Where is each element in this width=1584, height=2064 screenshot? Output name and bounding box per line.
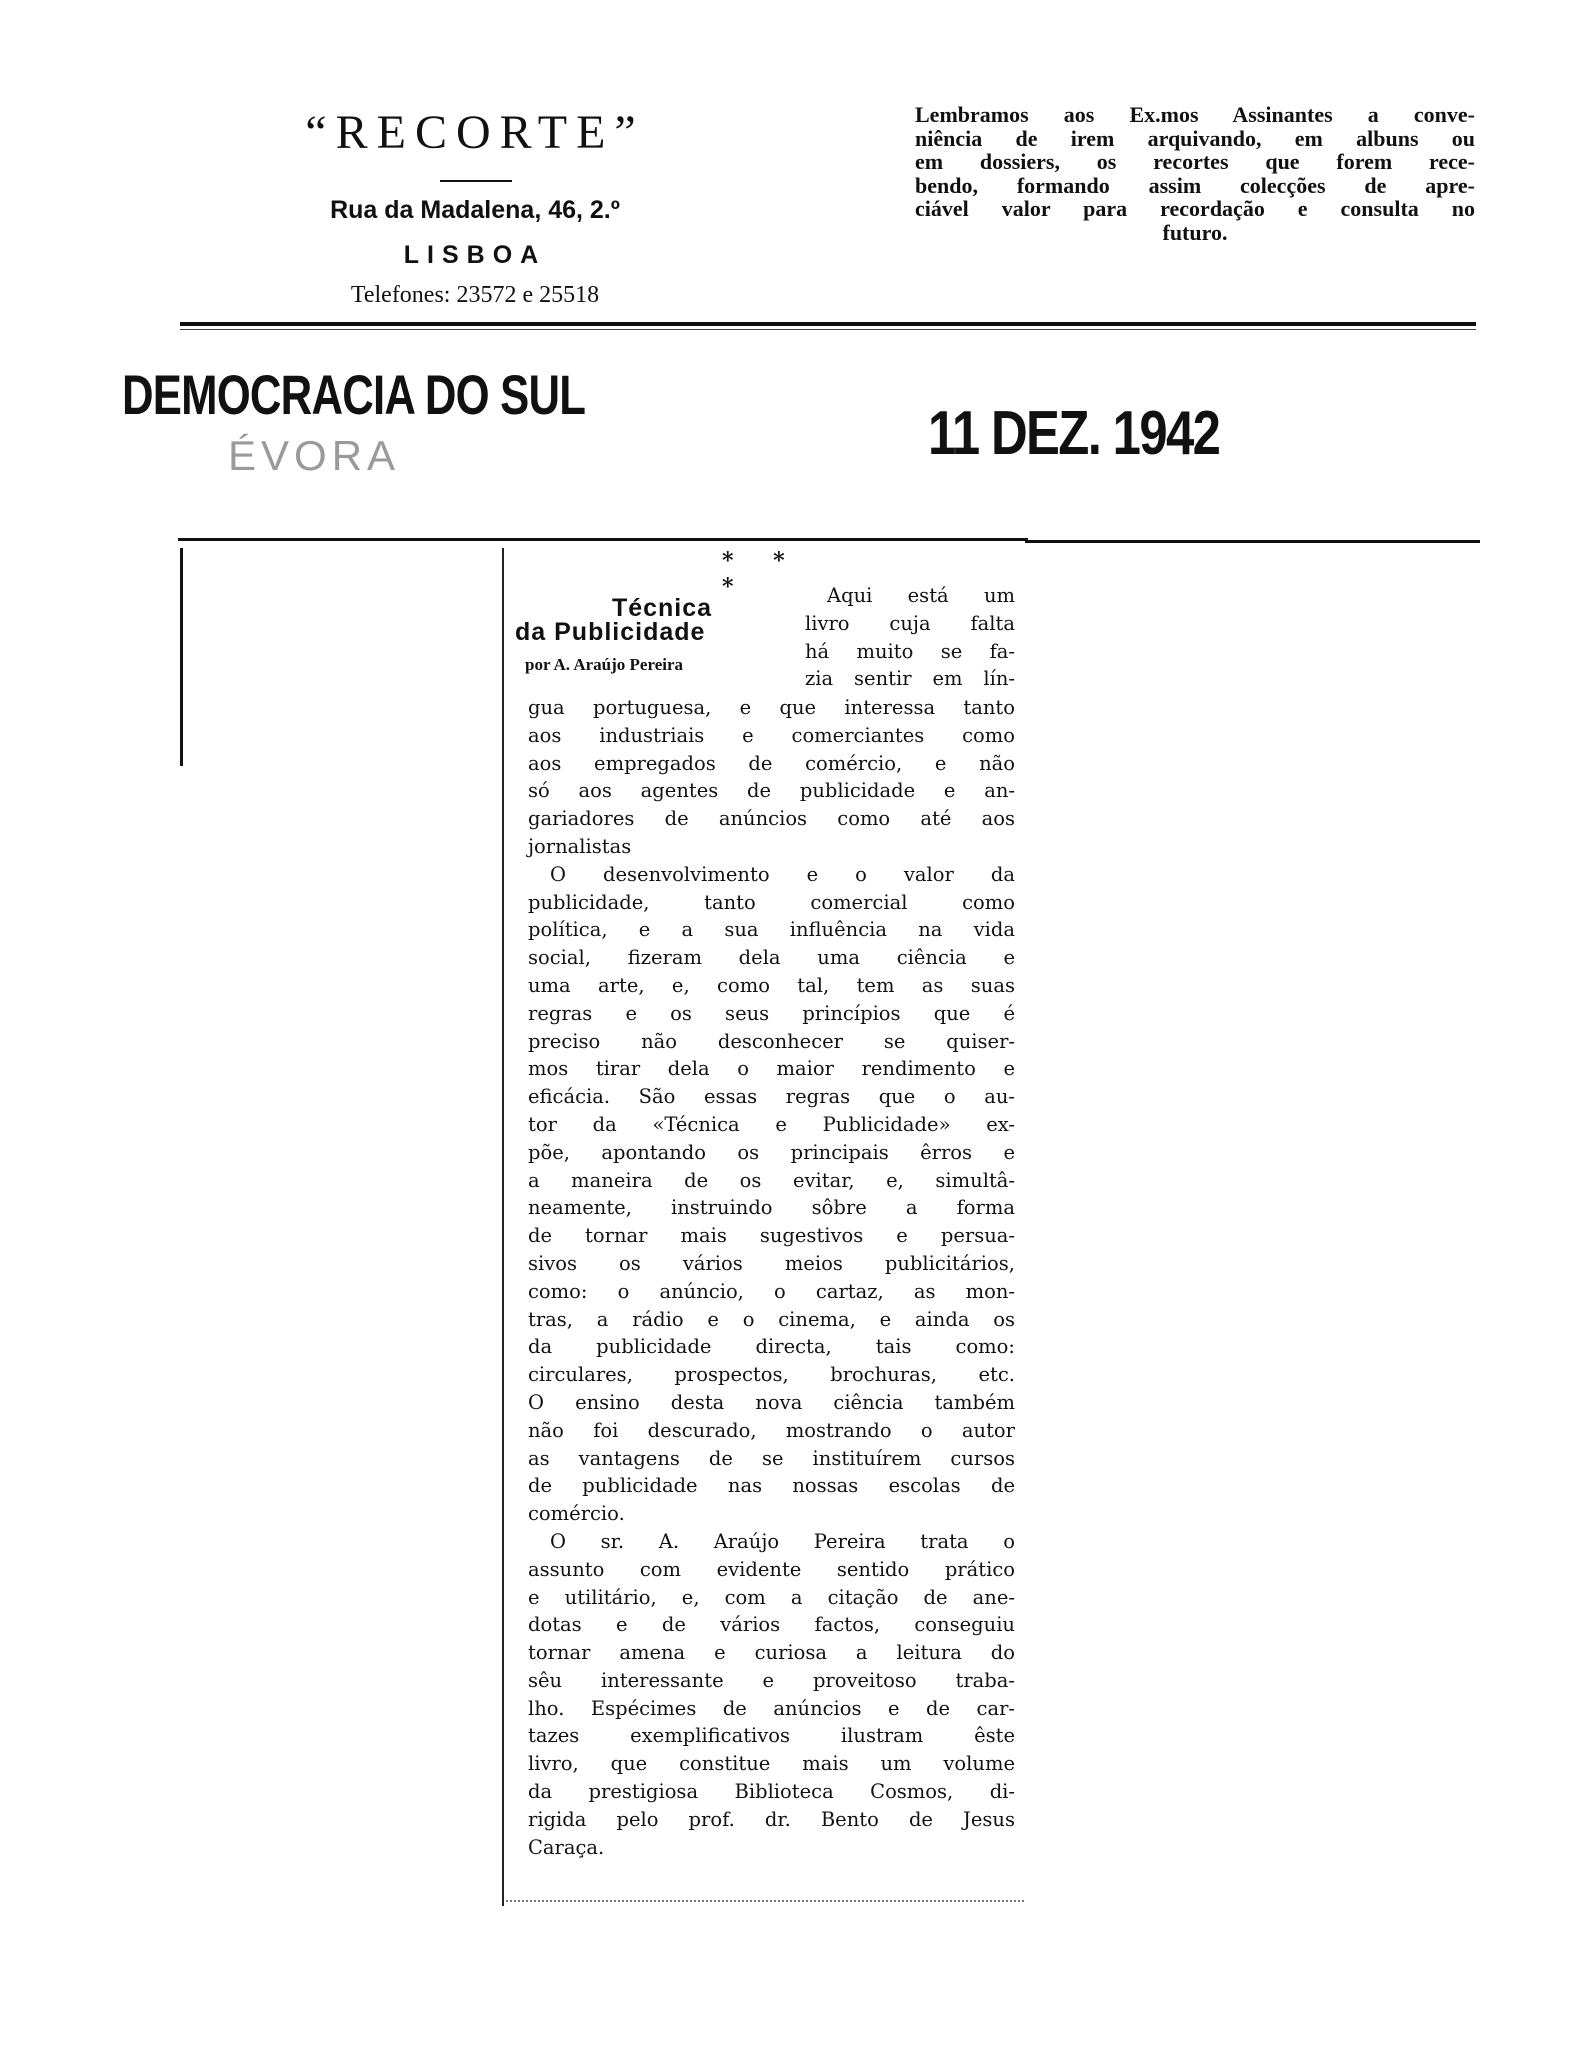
text-line: tazes exemplificativos ilustram êste [528, 1724, 1015, 1748]
text-line: tras, a rádio e o cinema, e ainda os [528, 1307, 1015, 1331]
article-body [528, 694, 1015, 1861]
notice-line: bendo, formando assim colecções de apre- [915, 172, 1475, 198]
text-line: jornalistas [528, 834, 632, 858]
article-top-rule-right [1025, 540, 1480, 543]
notice-line: futuro. [1162, 219, 1228, 245]
text-line: tornar amena e curiosa a leitura do [528, 1641, 1015, 1665]
article-title: Técnica [611, 594, 713, 622]
article-title-line2: da Publicidade [515, 618, 706, 646]
text-line: uma arte, e, como tal, tem as suas [528, 973, 1015, 997]
section-asterisks: * * * [722, 548, 801, 600]
text-line: Aqui está um [827, 584, 1015, 607]
text-line: sêu interessante e proveitoso traba- [528, 1668, 1015, 1692]
text-line: livro, que constitue mais um volume [528, 1752, 1015, 1776]
text-line: como: o anúncio, o cartaz, as mon- [528, 1279, 1015, 1303]
notice-line: em dossiers, os recortes que forem rece- [915, 149, 1475, 174]
text-line: assunto com evidente sentido prático [528, 1557, 1015, 1581]
subscriber-notice [915, 103, 1475, 244]
text-line: e utilitário, e, com a citação de ane- [528, 1585, 1015, 1609]
article-top-rule [178, 538, 1028, 541]
text-line: comércio. [528, 1502, 625, 1526]
article-lead [805, 582, 1015, 693]
text-line: eficácia. São essas regras que o au- [528, 1085, 1015, 1109]
text-line: rigida pelo prof. dr. Bento de Jesus [528, 1807, 1015, 1831]
text-line: circulares, prospectos, brochuras, etc. [528, 1363, 1015, 1387]
notice-line: niência de irem arquivando, em albuns ou [915, 125, 1475, 151]
article-author: por A. Araújo Pereira [525, 655, 684, 674]
text-line: mos tirar dela o maior rendimento e [528, 1057, 1015, 1081]
text-line: social, fizeram dela uma ciência e [528, 946, 1015, 970]
column-rule [502, 548, 504, 1906]
text-line: da publicidade directa, tais como: [528, 1335, 1015, 1359]
text-line: publicidade, tanto comercial como [528, 890, 1015, 914]
notice-line: Lembramos aos Ex.mos Assinantes a conve- [915, 102, 1475, 127]
article-bottom-rule [506, 1900, 1024, 1902]
brand-divider [440, 180, 512, 182]
brand-title: “RECORTE” [305, 106, 645, 159]
text-line: há muito se fa- [805, 639, 1015, 663]
header-rule [180, 322, 1476, 326]
text-line: de tornar mais sugestivos e persua- [528, 1224, 1015, 1248]
text-line: O desenvolvimento e o valor da [550, 862, 1015, 886]
text-line: zia sentir em lín- [805, 667, 1015, 691]
text-line: tor da «Técnica e Publicidade» ex- [528, 1112, 1015, 1136]
text-line: dotas e de vários factos, conseguiu [528, 1613, 1015, 1637]
brand-address: Rua da Madalena, 46, 2.º [330, 196, 620, 224]
text-line: livro cuja falta [805, 611, 1015, 635]
text-line: Caraça. [528, 1835, 605, 1859]
frame-mark [180, 548, 183, 766]
text-line: põe, apontando os principais êrros e [528, 1140, 1015, 1164]
text-line: regras e os seus princípios que é [528, 1001, 1015, 1025]
text-line: sivos os vários meios publicitários, [528, 1251, 1015, 1275]
text-line: gua portuguesa, e que interessa tanto [528, 696, 1015, 719]
clipping-date-stamp: 11 DEZ. 1942 [928, 399, 1220, 468]
brand-phones: Telefones: 23572 e 25518 [350, 282, 600, 308]
text-line: aos empregados de comércio, e não [528, 751, 1015, 775]
text-line: não foi descurado, mostrando o autor [528, 1418, 1015, 1442]
text-line: lho. Espécimes de anúncios e de car- [528, 1696, 1015, 1720]
text-line: O ensino desta nova ciência também [528, 1390, 1015, 1414]
text-line: gariadores de anúncios como até aos [528, 807, 1015, 831]
brand-city: LISBOA [403, 241, 547, 269]
text-line: da prestigiosa Biblioteca Cosmos, di- [528, 1780, 1015, 1804]
text-line: política, e a sua influência na vida [528, 918, 1015, 942]
text-line: aos industriais e comerciantes como [528, 723, 1015, 747]
text-line: só aos agentes de publicidade e an- [528, 779, 1015, 803]
text-line: preciso não desconhecer se quiser- [528, 1029, 1015, 1053]
text-line: neamente, instruindo sôbre a forma [528, 1196, 1015, 1220]
newspaper-name-stamp: DEMOCRACIA DO SUL [122, 363, 586, 426]
text-line: O sr. A. Araújo Pereira trata o [550, 1529, 1015, 1553]
text-line: de publicidade nas nossas escolas de [528, 1474, 1015, 1498]
text-line: as vantagens de se instituírem cursos [528, 1446, 1015, 1470]
text-line: a maneira de os evitar, e, simultâ- [528, 1168, 1015, 1192]
notice-line: ciável valor para recordação e consulta no [915, 196, 1475, 221]
header-rule-thin [180, 329, 1476, 330]
newspaper-city-stamp: ÉVORA [228, 432, 401, 479]
